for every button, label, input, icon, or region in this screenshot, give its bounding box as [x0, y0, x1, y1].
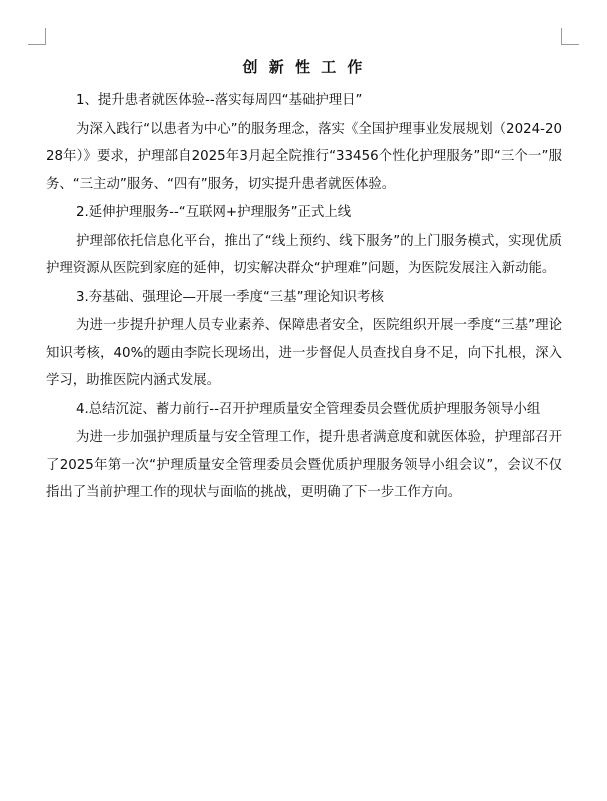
section-body-3: 为进一步提升护理人员专业素养、保障患者安全，医院组织开展一季度“三基”理论知识考核，40%的题由李院长现场出，进一步督促人员查找自身不足，向下扎根，深入学习，助推医院内涵式发展。	[46, 318, 562, 388]
section-body-4: 为进一步加强护理质量与安全管理工作，提升患者满意度和就医体验，护理部召开了2025年第一次“护理质量安全管理委员会暨优质护理服务领导小组会议”，会议不仅指出了当前护理工作的现状与面临的挑战，更明确了下一步工作方向。	[46, 430, 562, 500]
crop-mark-top-right-vertical	[561, 28, 562, 45]
section-heading-2: 2.延伸护理服务--“互联网+护理服务”正式上线	[76, 205, 352, 220]
document-title: 创 新 性 工 作	[242, 58, 366, 76]
crop-mark-top-left-horizontal	[28, 44, 45, 45]
section-heading-4: 4.总结沉淀、蓄力前行--召开护理质量安全管理委员会暨优质护理服务领导小组	[76, 401, 541, 417]
section-heading-1: 1、提升患者就医体验--落实每周四“基础护理日”	[76, 93, 363, 108]
crop-mark-top-left-vertical	[45, 28, 46, 45]
section-heading-3: 3.夯基础、强理论—开展一季度“三基”理论知识考核	[76, 289, 384, 305]
document-body	[46, 57, 562, 507]
section-body-1: 为深入践行“以患者为中心”的服务理念，落实《全国护理事业发展规划（2024-2028年）》要求，护理部自2025年3月起全院推行“33456个性化护理服务”即“三个一”服务、“三主动”服务、“四有”服务，切实提升患者就医体验。	[46, 121, 562, 192]
crop-mark-top-right-horizontal	[562, 44, 579, 45]
section-body-2: 护理部依托信息化平台，推出了“线上预约、线下服务”的上门服务模式，实现优质护理资源从医院到家庭的延伸，切实解决群众“护理难”问题，为医院发展注入新动能。	[46, 233, 562, 276]
